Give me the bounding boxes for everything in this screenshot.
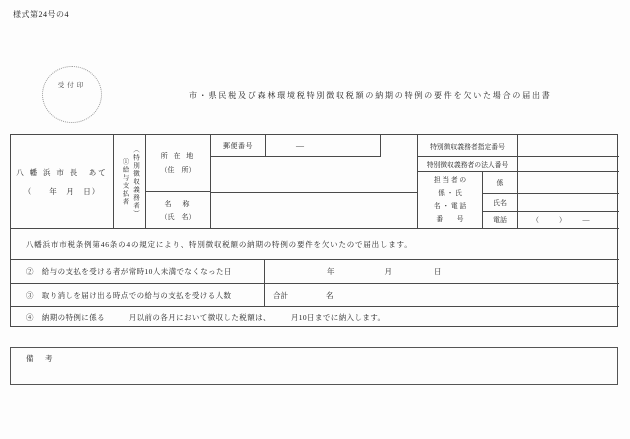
row3-label: ③ 取り消しを届け出る時点での給与の支払を受ける人数 (11, 284, 265, 306)
addressee-date-line: （ 年 月 日） (23, 186, 101, 196)
addressee-cell (11, 135, 114, 228)
receipt-stamp-circle (42, 66, 102, 123)
day-label: 日 (434, 267, 442, 276)
address-label-line2: （住 所） (160, 166, 196, 174)
office-info-zone (418, 135, 619, 228)
name-label-line2: （氏 名） (160, 212, 196, 221)
row2-label: ② 給与の支払を受ける者が常時10人未満でなくなった日 (11, 260, 265, 283)
contact-section-label: 係 (483, 172, 518, 194)
row-payment-statement: ④ 納期の特例に係る 月以前の各月において徴収した税額は、 月10日までに納入します。 (11, 306, 619, 328)
address-label-cell (146, 135, 211, 192)
corporate-number-label: 特別徴収義務者の法人番号 (418, 157, 518, 172)
form-code: 様式第24号の4 (13, 10, 69, 19)
row-employee-count (11, 283, 619, 306)
address-label-line1: 所 在 地 (160, 152, 196, 160)
postal-code-field[interactable]: — (266, 135, 381, 157)
contact-section-field[interactable] (518, 172, 619, 194)
remarks-label: 備 考 (26, 354, 55, 363)
form-title: 市・県民税及び森林環境税特別徴収税額の納期の特例の要件を欠いた場合の届出書 (189, 91, 552, 100)
month-label: 月 (384, 267, 392, 276)
address-field[interactable] (211, 157, 418, 192)
receipt-stamp-label: 受付印 (57, 82, 87, 89)
main-table (10, 134, 618, 327)
year-label: 年 (327, 267, 335, 276)
total-label: 合計 (273, 290, 288, 300)
declaration-text: 八幡浜市市税条例第46条の4の規定により、特別徴収税額の納期の特例の要件を欠いたので届出します。 (11, 228, 619, 259)
name-label-cell (146, 192, 211, 228)
designation-number-field[interactable] (518, 135, 619, 157)
remarks-box[interactable] (10, 347, 618, 385)
postal-code-label: 郵便番号 (211, 135, 266, 157)
name-label-line1: 名 称 (164, 199, 192, 208)
row2-date-field[interactable] (265, 260, 619, 283)
payer-label-paren: （特別徴収義務者） (132, 145, 139, 218)
contact-phone-field[interactable]: （ ） — (532, 216, 592, 224)
name-field[interactable] (211, 192, 418, 228)
contact-info-label: 担 当 者 の 係 ・ 氏 名 ・ 電 話 番 号 (418, 172, 483, 228)
corporate-number-field[interactable] (518, 157, 619, 172)
addressee-line1: 八 幡 浜 市 長 あて (16, 167, 108, 177)
row3-count-field[interactable] (265, 284, 619, 306)
payer-entry-zone (211, 135, 418, 228)
contact-name-field[interactable] (518, 194, 619, 212)
row-date-under-ten (11, 259, 619, 283)
contact-phone-label: 電話 (483, 212, 518, 228)
payer-label-main: ①給与支払者 (121, 157, 129, 206)
contact-name-label: 氏名 (483, 194, 518, 212)
unit-label: 名 (326, 290, 334, 300)
designation-number-label: 特別徴収義務者指定番号 (418, 135, 518, 157)
payer-type-cell (114, 135, 146, 228)
